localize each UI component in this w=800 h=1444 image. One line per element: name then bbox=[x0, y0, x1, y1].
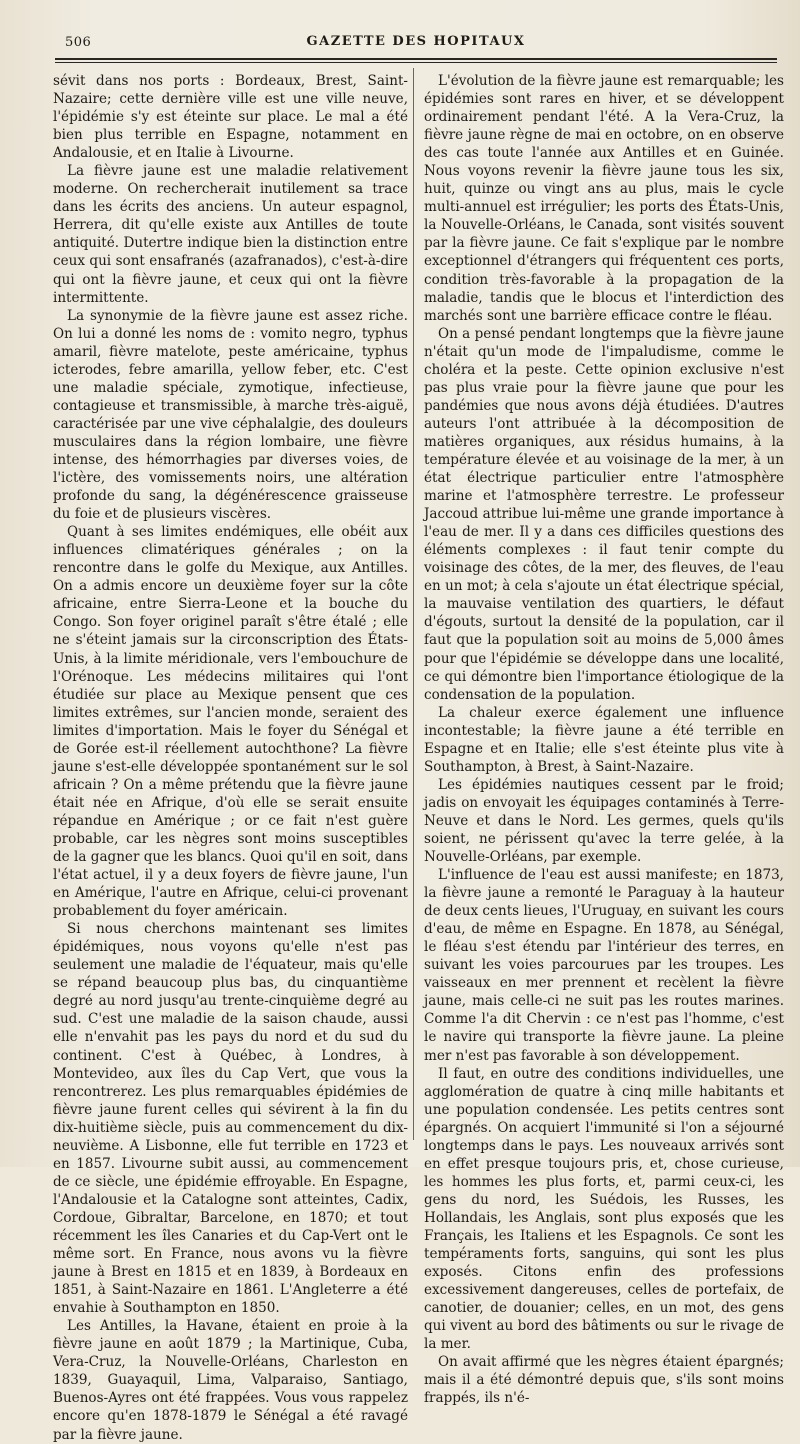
journal-title: GAZETTE DES HOPITAUX bbox=[306, 34, 526, 49]
left-column bbox=[53, 72, 408, 1444]
paragraph: L'influence de l'eau est aussi manifeste; en 1873, la fièvre jaune a remonté le Paraguay à la hauteur de deux cents lieues, l'Uruguay, en suivant les cours d'eau, de même en Espagne. En 1878, au Sénégal, le fléau s'est étendu par l'intérieur des terres, en suivant les voies parcourues par les troupes. Les vaisseaux en mer prennent et recèlent la fièvre jaune, mais celle-ci ne suit pas les routes marines. Comme l'a dit Chervin : ce n'est pas l'homme, c'est le navire qui transporte la fièvre jaune. La pleine mer n'est pas favorable à son développement. bbox=[424, 867, 784, 1064]
paragraph: Les épidémies nautiques cessent par le froid; jadis on envoyait les équipages contaminés à Terre-Neuve et dans le Nord. Les germes, quels qu'ils soient, ne périssent qu'avec la terre gelée, à la Nouvelle-Orléans, par exemple. bbox=[424, 776, 784, 866]
page-header bbox=[55, 34, 777, 56]
page-number: 506 bbox=[65, 35, 92, 50]
paragraph: Les Antilles, la Havane, étaient en proie à la fièvre jaune en août 1879 ; la Martinique, Cuba, Vera-Cruz, la Nouvelle-Orléans, Charleston en 1839, Guayaquil, Lima, Valparaiso, Santiago, Buenos-Ayres ont été frappées. Vous vous rappelez encore qu'en 1878-1879 le Sénégal a été ravagé par la fièvre jaune. bbox=[53, 1318, 408, 1443]
paragraph: On a pensé pendant longtemps que la fièvre jaune n'était qu'un mode de l'impaludisme, comme le choléra et la peste. Cette opinion exclusive n'est pas plus vraie pour la fièvre jaune que pour les pandémies que nous avons déjà étudiées. D'autres auteurs l'ont attribuée à la décomposition de matières organiques, aux résidus humains, à la température élevée et au voisinage de la mer, à un état électrique particulier entre l'atmosphère marine et l'atmosphère terrestre. Le professeur Jaccoud attribue lui-même une grande importance à l'eau de mer. Il y a dans ces difficiles questions des éléments complexes : il faut tenir compte du voisinage des côtes, de la mer, des fleuves, de l'eau en un mot; à cela s'ajoute un état électrique spécial, la mauvaise ventilation des quartiers, le défaut d'égouts, surtout la densité de la population, car il faut que la population soit au moins de 5,000 âmes pour que l'épidémie se développe dans une localité, ce qui démontre bien l'importance étiologique de la condensation de la population. bbox=[424, 325, 784, 703]
header-rule bbox=[55, 58, 777, 60]
header-rule-thin bbox=[55, 62, 777, 63]
paragraph: La chaleur exerce également une influence incontestable; la fièvre jaune a été terrible en Espagne et en Italie; elle s'est éteinte plus vite à Southampton, à Brest, à Saint-Nazaire. bbox=[424, 704, 784, 775]
paragraph: Si nous cherchons maintenant ses limites épidémiques, nous voyons qu'elle n'est pas seulement une maladie de l'équateur, mais qu'elle se répand beaucoup plus bas, du cinquantième degré au nord jusqu'au trente-cinquième degré au sud. C'est une maladie de la saison chaude, aussi elle n'envahit pas les pays du nord et du sud du continent. C'est à Québec, à Londres, à Montevideo, aux îles du Cap Vert, que vous la rencontrerez. Les plus remarquables épidémies de fièvre jaune furent celles qui sévirent à la fin du dix-huitième siècle, puis au commencement du dix-neuvième. A Lisbonne, elle fut terrible en 1723 et en 1857. Livourne subit aussi, au commencement de ce siècle, une épidémie effroyable. En Espagne, l'Andalousie et la Catalogne sont atteintes, Cadix, Cordoue, Gibraltar, Barcelone, en 1870; et tout récemment les îles Canaries et du Cap-Vert ont le même sort. En France, nous avons vu la fièvre jaune à Brest en 1815 et en 1839, à Bordeaux en 1851, à Saint-Nazaire en 1861. L'Angleterre a été envahie à Southampton en 1850. bbox=[53, 921, 408, 1317]
paragraph: sévit dans nos ports : Bordeaux, Brest, Saint-Nazaire; cette dernière ville est une ville neuve, l'épidémie s'y est éteinte sur place. Le mal a été bien plus terrible en Espagne, notamment en Andalousie, et en Italie à Livourne. bbox=[53, 73, 408, 162]
paragraph: L'évolution de la fièvre jaune est remarquable; les épidémies sont rares en hiver, et se développent ordinairement pendant l'été. A la Vera-Cruz, la fièvre jaune règne de mai en octobre, on en observe des cas toute l'année aux Antilles et en Guinée. Nous voyons revenir la fièvre jaune tous les six, huit, quinze ou vingt ans au plus, mais le cycle multi-annuel est irrégulier; les ports des États-Unis, la Nouvelle-Orléans, le Canada, sont visités souvent par la fièvre jaune. Ce fait s'explique par le nombre exceptionnel d'étrangers qui fréquentent ces ports, condition très-favorable à la propagation de la maladie, tandis que le blocus et l'interdiction des marchés sont une barrière efficace contre le fléau. bbox=[424, 73, 784, 324]
paragraph: On avait affirmé que les nègres étaient épargnés; mais il a été démontré depuis que, s'ils sont moins frappés, ils n'é- bbox=[424, 1354, 784, 1407]
paragraph: Il faut, en outre des conditions individuelles, une agglomération de quatre à cinq mille habitants et une population condensée. Les petits centres sont épargnés. On acquiert l'immunité si l'on a séjourné longtemps dans le pays. Les nouveaux arrivés sont en effet presque toujours pris, et, chose curieuse, les hommes les plus forts, et, parmi ceux-ci, les gens du nord, les Suédois, les Russes, les Hollandais, les Anglais, sont plus exposés que les Français, les Italiens et les Espagnols. Ce sont les tempéraments forts, sanguins, qui sont les plus exposés. Citons enfin des professions excessivement dangereuses, celles de portefaix, de canotier, de douanier; celles, en un mot, des gens qui vivent au bord des bâtiments ou sur le rivage de la mer. bbox=[424, 1065, 784, 1353]
paragraph: La synonymie de la fièvre jaune est assez riche. On lui a donné les noms de : vomito negro, typhus amaril, fièvre matelote, peste américaine, typhus icterodes, febre amarilla, yellow feber, etc. C'est une maladie spéciale, zymotique, infectieuse, contagieuse et transmissible, à marche très-aiguë, caractérisée par une vive céphalalgie, des douleurs musculaires dans la région lombaire, une fièvre intense, des hémorrhagies par diverses voies, de l'ictère, des vomissements noirs, une altération profonde du sang, la dégénérescence graisseuse du foie et de plusieurs viscères. bbox=[53, 307, 408, 523]
paragraph: Quant à ses limites endémiques, elle obéit aux influences climatériques générales ; on la rencontre dans le golfe du Mexique, aux Antilles. On a admis encore un deuxième foyer sur la côte africaine, entre Sierra-Leone et la bouche du Congo. Son foyer originel paraît s'être étalé ; elle ne s'éteint jamais sur la circonscription des États-Unis, à la limite méridionale, vers l'embouchure de l'Orénoque. Les médecins militaires qui l'ont étudiée sur place au Mexique pensent que ces limites extrêmes, sur l'ancien monde, seraient des limites d'importation. Mais le foyer du Sénégal et de Gorée est-il réellement autochthone? La fièvre jaune s'est-elle développée spontanément sur le sol africain ? On a même prétendu que la fièvre jaune était née en Afrique, d'où elle se serait ensuite répandue en Amérique ; or ce fait n'est guère probable, car les nègres sont moins susceptibles de la gagner que les blancs. Quoi qu'il en soit, dans l'état actuel, il y a deux foyers de fièvre jaune, l'un en Amérique, l'autre en Afrique, celui-ci provenant probablement du foyer américain. bbox=[53, 524, 408, 920]
column-divider bbox=[413, 68, 414, 1140]
paragraph: La fièvre jaune est une maladie relativement moderne. On rechercherait inutilement sa trace dans les écrits des anciens. Un auteur espagnol, Herrera, dit qu'elle existe aux Antilles de toute antiquité. Dutertre indique bien la distinction entre ceux qui sont ensafranés (azafranados), c'est-à-dire qui ont la fièvre jaune, et ceux qui ont la fièvre intermittente. bbox=[53, 163, 408, 306]
right-column bbox=[424, 72, 784, 1407]
